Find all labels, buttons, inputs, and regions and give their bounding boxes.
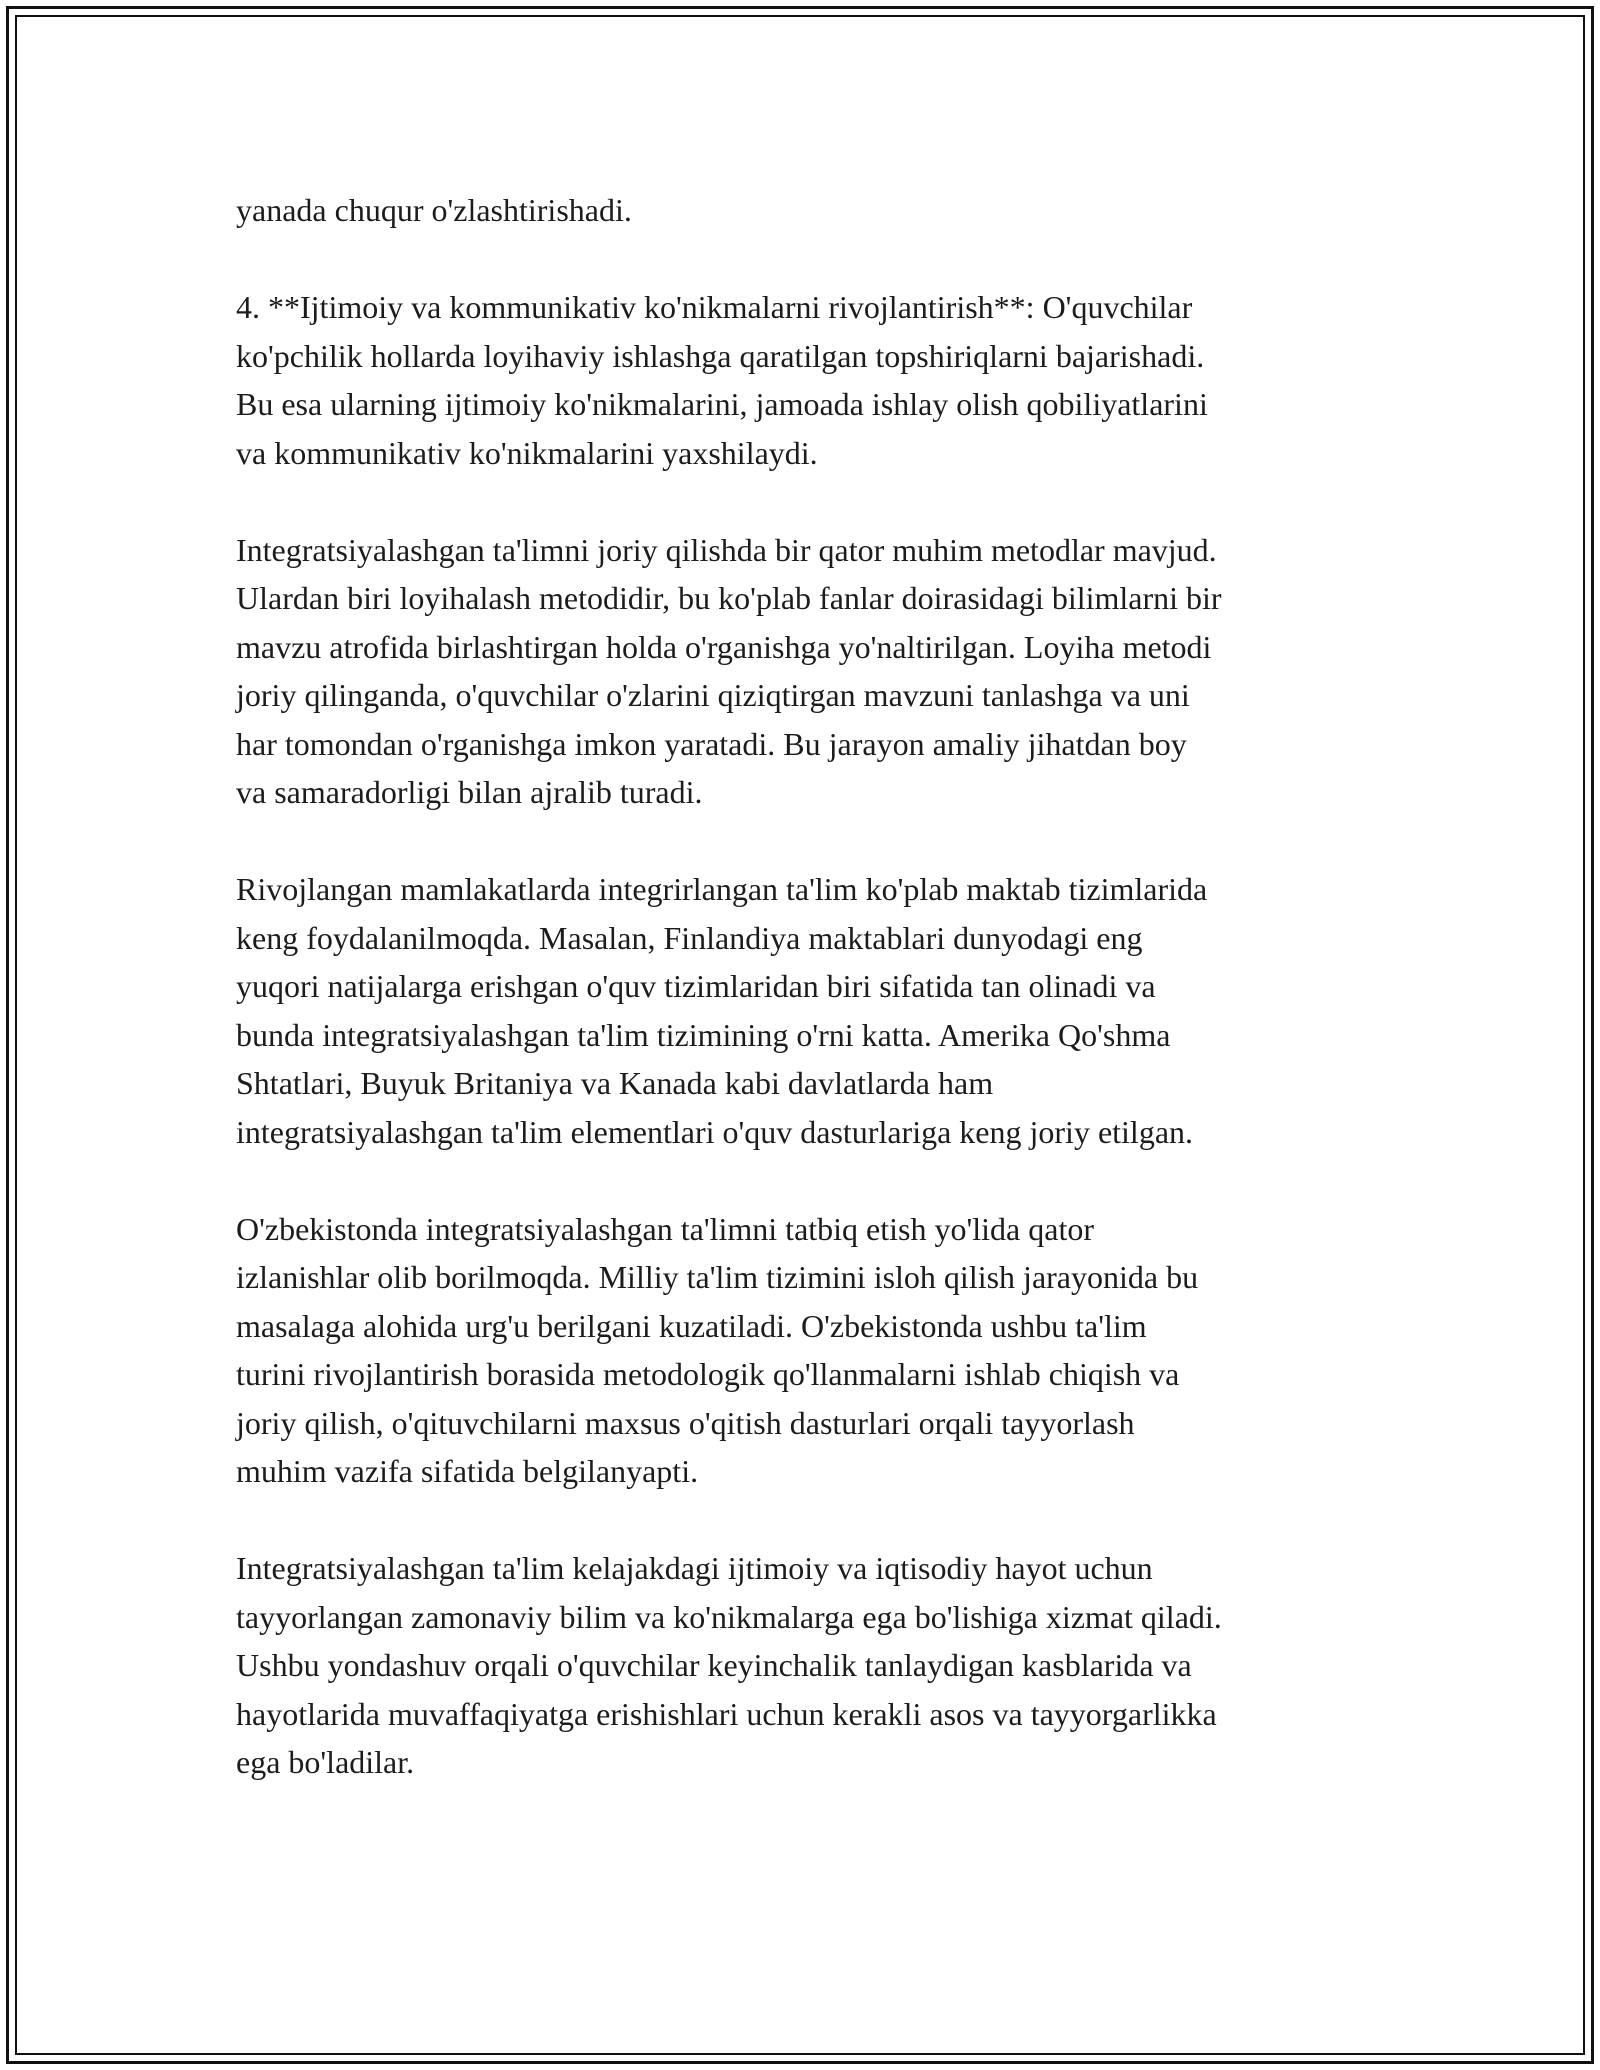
text-line: ko'pchilik hollarda loyihaviy ishlashga qaratilgan topshiriqlarni bajarishadi.: [236, 337, 1205, 374]
document-body: [236, 186, 1376, 1787]
paragraph: [236, 1205, 1376, 1496]
paragraph-gap: [236, 1496, 1376, 1545]
text-line: Integratsiyalashgan ta'limni joriy qilishda bir qator muhim metodlar mavjud.: [236, 531, 1217, 568]
text-line: joriy qilish, o'qituvchilarni maxsus o'qitish dasturlari orqali tayyorlash: [236, 1404, 1135, 1441]
text-line: Shtatlari, Buyuk Britaniya va Kanada kabi davlatlarda ham: [236, 1065, 994, 1101]
text-line: O'zbekistonda integratsiyalashgan ta'limni tatbiq etish yo'lida qator: [236, 1210, 1094, 1247]
paragraph: [236, 186, 1376, 235]
text-line: yanada chuqur o'zlashtirishadi.: [236, 192, 632, 228]
paragraph-gap: [236, 1156, 1376, 1205]
text-line: Bu esa ularning ijtimoiy ko'nikmalarini, jamoada ishlay olish qobiliyatlarini: [236, 386, 1208, 422]
paragraph: [236, 865, 1376, 1156]
text-line: turini rivojlantirish borasida metodologik qo'llanmalarni ishlab chiqish va: [236, 1356, 1180, 1392]
text-line: tayyorlangan zamonaviy bilim va ko'nikmalarga ega bo'lishiga xizmat qiladi.: [236, 1598, 1222, 1635]
text-line: va samaradorligi bilan ajralib turadi.: [236, 774, 703, 810]
text-line: mavzu atrofida birlashtirgan holda o'rganishga yo'naltirilgan. Loyiha metodi: [236, 628, 1212, 665]
text-line: izlanishlar olib borilmoqda. Milliy ta'lim tizimini isloh qilish jarayonida bu: [236, 1259, 1199, 1295]
text-line: hayotlarida muvaffaqiyatga erishishlari uchun kerakli asos va tayyorgarlikka: [236, 1695, 1217, 1732]
paragraph: [236, 1544, 1376, 1787]
paragraph-gap: [236, 817, 1376, 866]
text-line: integratsiyalashgan ta'lim elementlari o'quv dasturlariga keng joriy etilgan.: [236, 1113, 1194, 1150]
text-line: masalaga alohida urg'u berilgani kuzatiladi. O'zbekistonda ushbu ta'lim: [236, 1307, 1147, 1344]
text-line: bunda integratsiyalashgan ta'lim tizimining o'rni katta. Amerika Qo'shma: [236, 1016, 1171, 1053]
text-line: ega bo'ladilar.: [236, 1744, 415, 1780]
paragraph: [236, 526, 1376, 817]
text-line: Ushbu yondashuv orqali o'quvchilar keyinchalik tanlaydigan kasblarida va: [236, 1647, 1192, 1683]
paragraph-gap: [236, 477, 1376, 526]
text-line: yuqori natijalarga erishgan o'quv tizimlaridan biri sifatida tan olinadi va: [236, 968, 1156, 1004]
text-line: Integratsiyalashgan ta'lim kelajakdagi ijtimoiy va iqtisodiy hayot uchun: [236, 1550, 1153, 1586]
text-line: joriy qilinganda, o'quvchilar o'zlarini qiziqtirgan mavzuni tanlashga va uni: [236, 677, 1190, 713]
text-line: va kommunikativ ko'nikmalarini yaxshilaydi.: [236, 434, 818, 471]
text-line: har tomondan o'rganishga imkon yaratadi. Bu jarayon amaliy jihatdan boy: [236, 725, 1187, 762]
text-line: keng foydalanilmoqda. Masalan, Finlandiya maktablari dunyodagi eng: [236, 919, 1143, 956]
paragraph-gap: [236, 235, 1376, 284]
text-line: Rivojlangan mamlakatlarda integrirlangan ta'lim ko'plab maktab tizimlarida: [236, 871, 1208, 907]
text-line: muhim vazifa sifatida belgilanyapti.: [236, 1453, 699, 1489]
text-line: Ulardan biri loyihalash metodidir, bu ko'plab fanlar doirasidagi bilimlarni bir: [236, 580, 1222, 616]
text-line: 4. **Ijtimoiy va kommunikativ ko'nikmalarni rivojlantirish**: O'quvchilar: [236, 289, 1193, 325]
paragraph: [236, 283, 1376, 477]
